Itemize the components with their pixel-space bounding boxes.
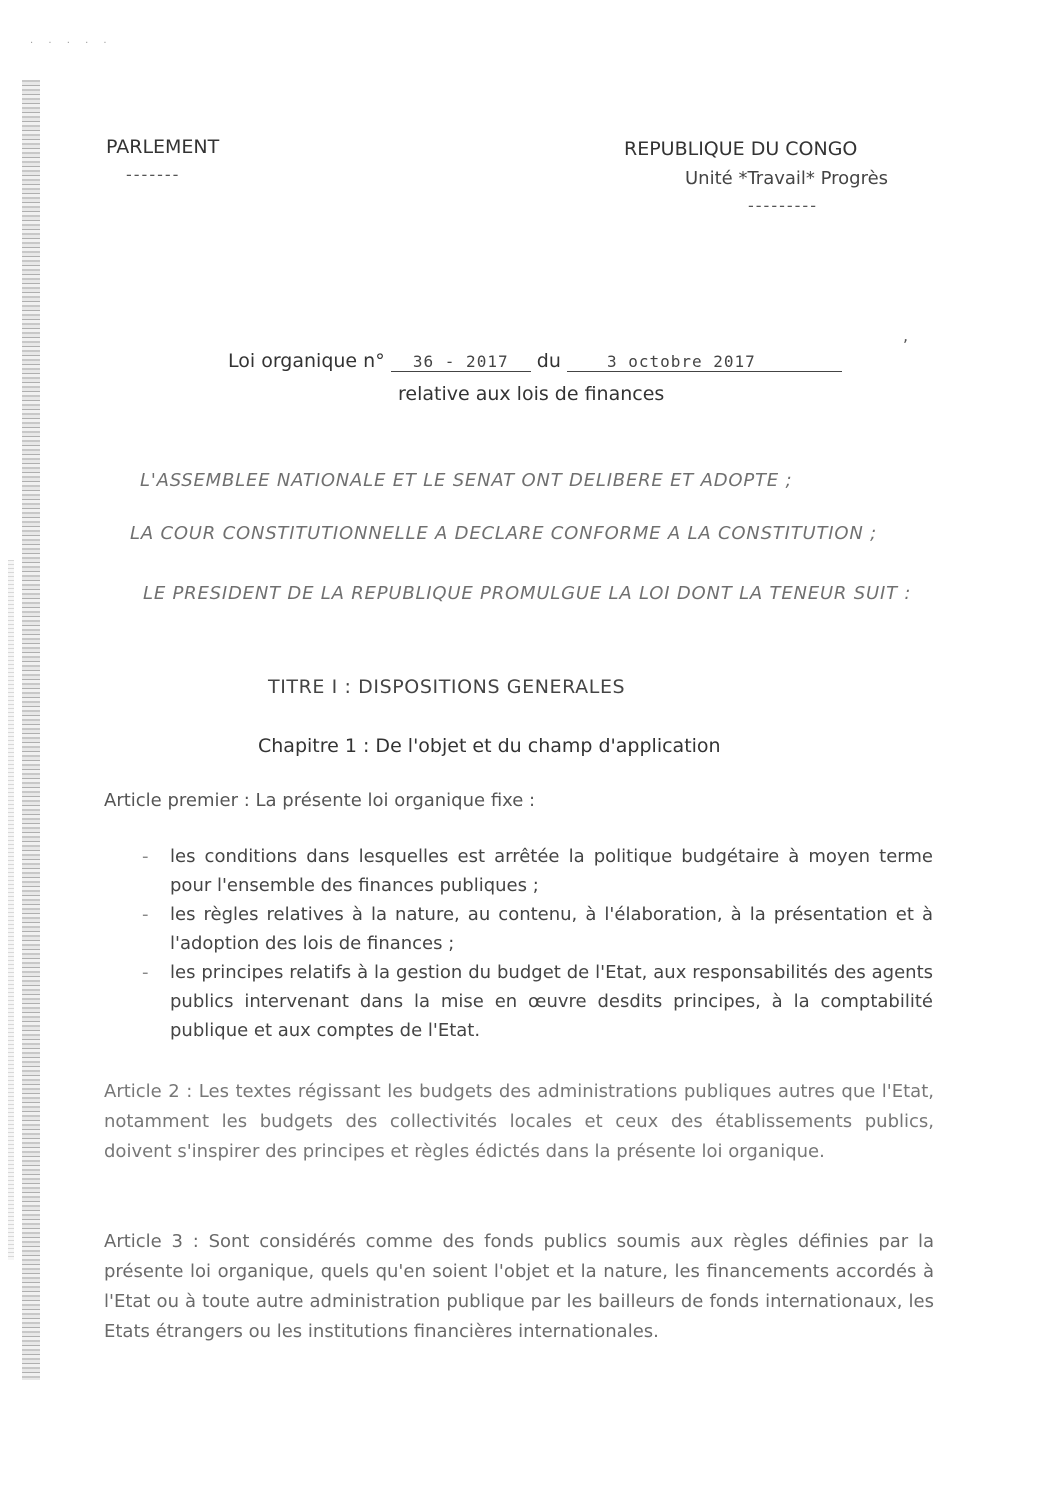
national-motto: Unité *Travail* Progrès (685, 168, 889, 189)
scan-binding-edge (22, 80, 40, 1380)
law-subtitle: relative aux lois de finances (398, 383, 665, 405)
left-separator: ------- (126, 165, 181, 184)
law-number: 36 - 2017 (391, 352, 531, 372)
law-title-line (228, 350, 842, 372)
law-du: du (536, 350, 561, 372)
scan-noise: · · · · · (30, 38, 113, 49)
list-item: - les conditions dans lesquelles est arrêtée la politique budgétaire à moyen terme pour l'ensemble des finances publiques ; (138, 842, 933, 900)
right-separator: --------- (748, 196, 818, 215)
article-2: Article 2 : Les textes régissant les budgets des administrations publiques autres que l'Etat, notamment les budgets des collectivités locales et ceux des établissements publics, doivent s'inspirer des principes et règles édictés dans la présente loi organique. (104, 1081, 934, 1162)
preamble-line-2: LA COUR CONSTITUTIONNELLE A DECLARE CONFORME A LA CONSTITUTION ; (130, 523, 877, 544)
chapter-heading: Chapitre 1 : De l'objet et du champ d'application (258, 735, 721, 757)
scan-speck: , (903, 326, 909, 345)
preamble-line-1: L'ASSEMBLEE NATIONALE ET LE SENAT ONT DELIBERE ET ADOPTE ; (140, 470, 793, 491)
law-date: 3 octobre 2017 (567, 352, 842, 372)
republic-heading: REPUBLIQUE DU CONGO (624, 138, 858, 160)
article-1-list (138, 842, 933, 1045)
list-item: - les règles relatives à la nature, au contenu, à l'élaboration, à la présentation et à l'adoption des lois de finances ; (138, 900, 933, 958)
preamble-line-3: LE PRESIDENT DE LA REPUBLIQUE PROMULGUE LA LOI DONT LA TENEUR SUIT : (143, 583, 912, 604)
scan-binding-edge-secondary (8, 560, 14, 1260)
article-1-intro: Article premier : La présente loi organique fixe : (104, 790, 536, 811)
law-prefix: Loi organique n° (228, 350, 385, 372)
list-item: - les principes relatifs à la gestion du budget de l'Etat, aux responsabilités des agents publics intervenant dans la mise en œuvre desdits principes, à la comptabilité publique et aux comptes de l'Etat. (138, 958, 933, 1045)
parliament-heading: PARLEMENT (106, 136, 220, 158)
title-heading: TITRE I : DISPOSITIONS GENERALES (268, 676, 626, 698)
article-3: Article 3 : Sont considérés comme des fonds publics soumis aux règles définies par la présente loi organique, quels qu'en soient l'objet et la nature, les financements accordés à l'Etat ou à toute autre administration publique par les bailleurs de fonds internationaux, les Etats étrangers ou les institutions financières internationales. (104, 1231, 934, 1342)
